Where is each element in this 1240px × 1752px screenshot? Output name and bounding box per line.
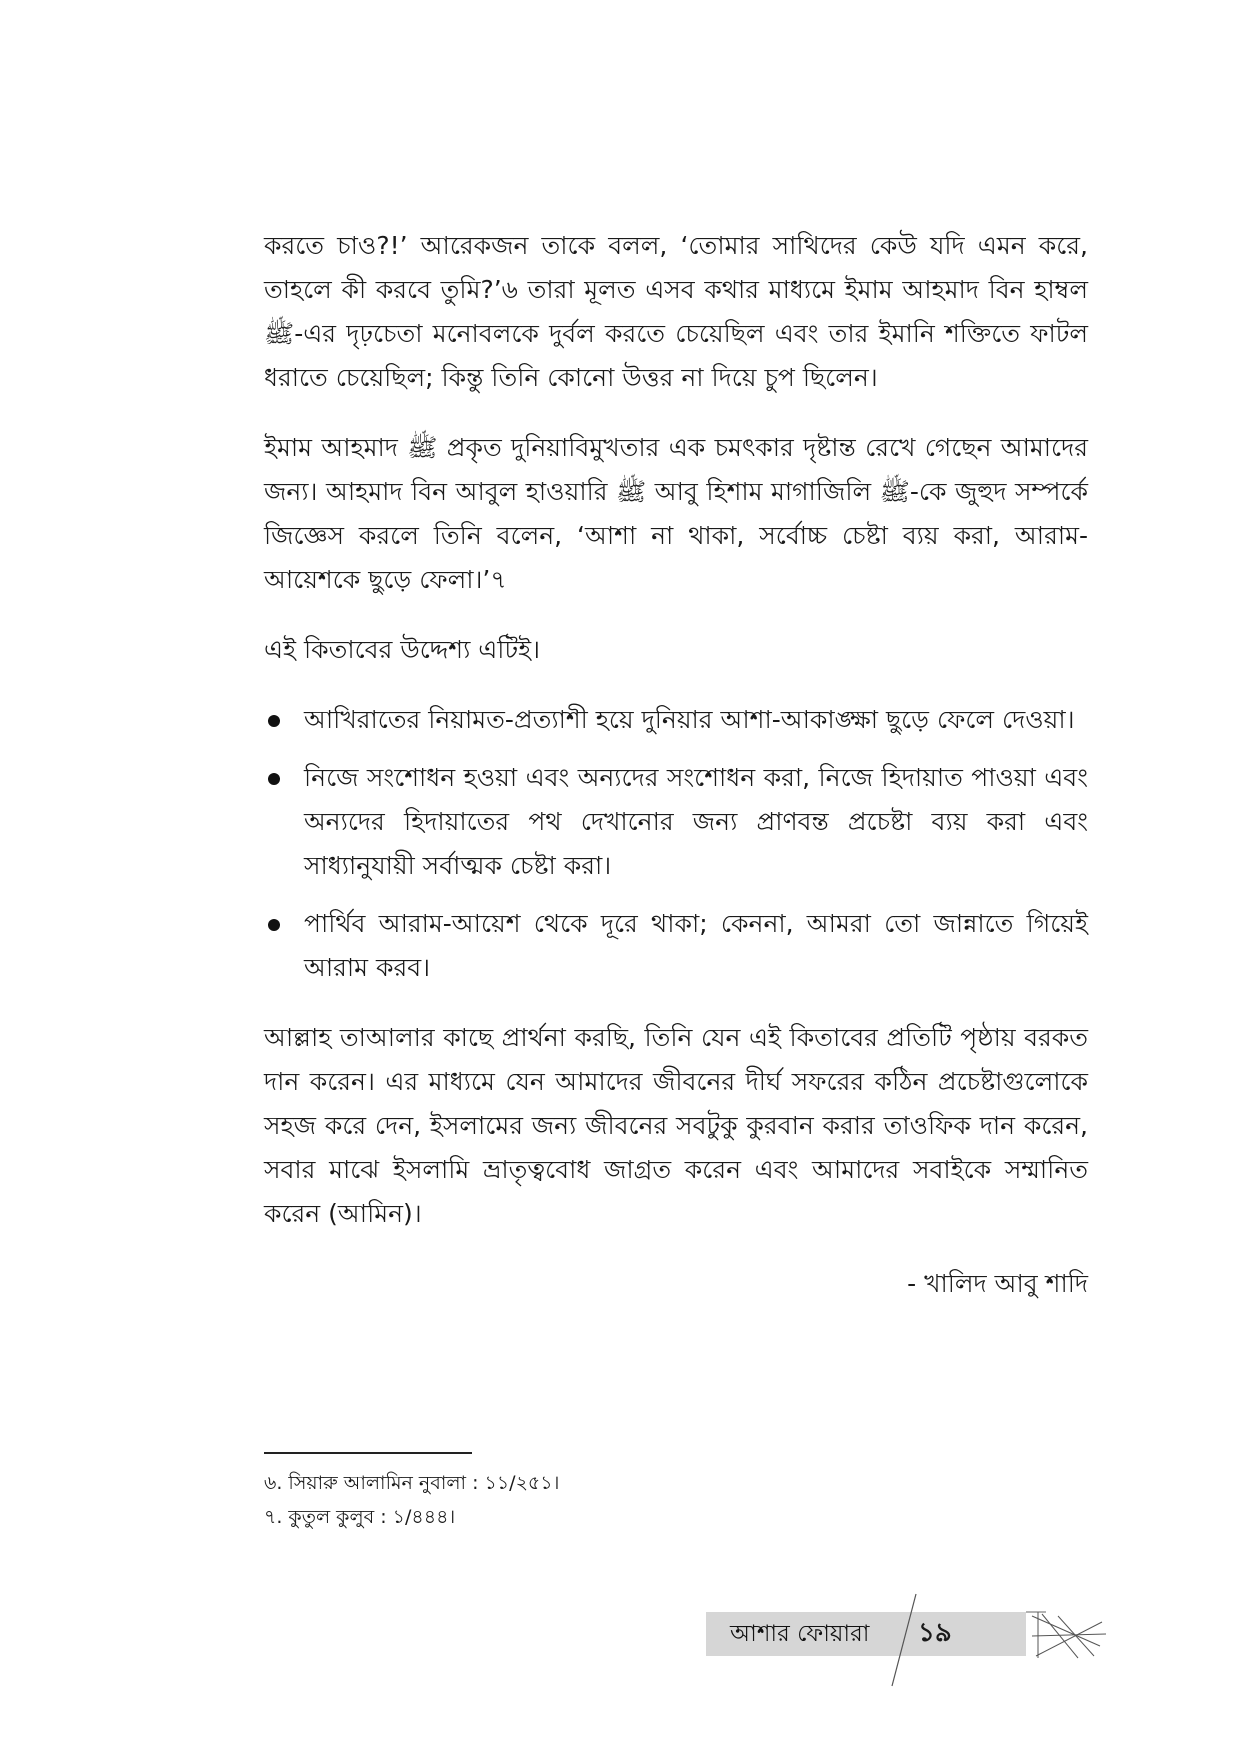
list-item — [264, 756, 1088, 888]
main-text — [264, 224, 1088, 1306]
page-number: ১৯ — [918, 1618, 952, 1648]
footnotes — [264, 1466, 559, 1534]
author-signature: - খালিদ আবু শাদি — [907, 1269, 1088, 1298]
paragraph-2: ইমাম আহমাদ ﷺ প্রকৃত দুনিয়াবিমুখতার এক চমৎকার দৃষ্টান্ত রেখে গেছেন আমাদের জন্য। আহমাদ বিন আবুল হাওয়ারি ﷺ আবু হিশাম মাগাজিলি ﷺ-কে জুহুদ সম্পর্কে জিজ্ঞেস করলে তিনি বলেন, ‘আশা না থাকা, সর্বোচ্চ চেষ্টা ব্যয় করা, আরাম-আয়েশকে ছুড়ে ফেলা।’৭ — [264, 433, 1088, 594]
book-title: আশার ফোয়ারা — [730, 1621, 870, 1647]
page-footer — [706, 1612, 1126, 1656]
footnote-divider — [264, 1452, 472, 1454]
bullet-icon — [268, 919, 280, 931]
closing-paragraph: আল্লাহ তাআলার কাছে প্রার্থনা করছি, তিনি যেন এই কিতাবের প্রতিটি পৃষ্ঠায় বরকত দান করেন। এর মাধ্যমে যেন আমাদের জীবনের দীর্ঘ সফরের কঠিন প্রচেষ্টাগুলোকে সহজ করে দেন, ইসলামের জন্য জীবনের সবটুকু কুরবান করার তাওফিক দান করেন, সবার মাঝে ইসলামি ভ্রাতৃত্ববোধ জাগ্রত করেন এবং আমাদের সবাইকে সম্মানিত করেন (আমিন)। — [264, 1023, 1088, 1228]
paragraph-3: এই কিতাবের উদ্দেশ্য এটিই। — [264, 635, 541, 664]
paragraph-1: করতে চাও?!’ আরেকজন তাকে বলল, ‘তোমার সাথিদের কেউ যদি এমন করে, তাহলে কী করবে তুমি?’৬ তারা মূলত এসব কথার মাধ্যমে ইমাম আহমাদ বিন হাম্বল ﷺ-এর দৃঢ়চেতা মনোবলকে দুর্বল করতে চেয়েছিল এবং তার ইমানি শক্তিতে ফাটল ধরাতে চেয়েছিল; কিন্তু তিনি কোনো উত্তর না দিয়ে চুপ ছিলেন। — [264, 231, 1088, 392]
footnote-6: ৬. সিয়ারু আলামিন নুবালা : ১১/২৫১। — [264, 1472, 560, 1494]
bullet-icon — [268, 715, 280, 727]
bullet-icon — [268, 773, 280, 785]
bullet-list — [264, 698, 1088, 990]
list-item-text: নিজে সংশোধন হওয়া এবং অন্যদের সংশোধন করা, নিজে হিদায়াত পাওয়া এবং অন্যদের হিদায়াতের পথ দেখানোর জন্য প্রাণবন্ত প্রচেষ্টা ব্যয় করা এবং সাধ্যানুযায়ী সর্বাত্মক চেষ্টা করা। — [304, 763, 1088, 880]
footer-decoration-icon — [706, 1586, 1126, 1696]
list-item — [264, 698, 1088, 742]
list-item — [264, 902, 1088, 990]
list-item-text: আখিরাতের নিয়ামত-প্রত্যাশী হয়ে দুনিয়ার আশা-আকাঙ্ক্ষা ছুড়ে ফেলে দেওয়া। — [304, 705, 1075, 734]
footnote-7: ৭. কুতুল কুলুব : ১/৪৪৪। — [264, 1506, 456, 1528]
list-item-text: পার্থিব আরাম-আয়েশ থেকে দূরে থাকা; কেননা, আমরা তো জান্নাতে গিয়েই আরাম করব। — [304, 909, 1088, 982]
